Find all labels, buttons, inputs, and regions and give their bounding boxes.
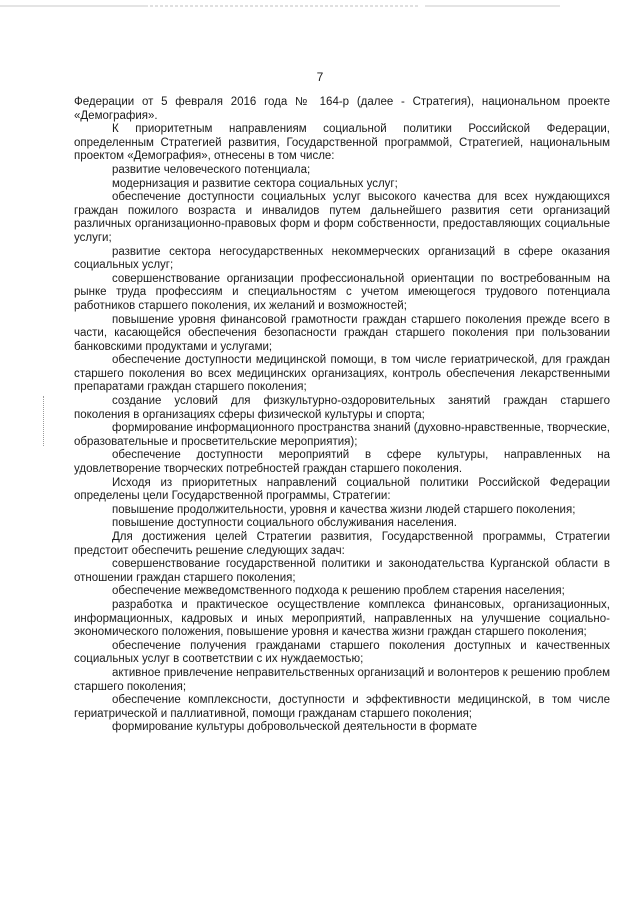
paragraph: Федерации от 5 февраля 2016 года № 164-р (далее - Стратегия), национальном проекте «Демография». — [74, 96, 610, 122]
paragraph: обеспечение доступности социальных услуг высокого качества для всех нуждающихся граждан пожилого возраста и инвалидов путем дальнейшего развития сети организаций различных организационно-правовых форм и форм собственности, предоставляющих социальные услуги; — [74, 191, 610, 244]
paragraph: совершенствование государственной политики и законодательства Курганской области в отношении граждан старшего поколения; — [74, 558, 610, 584]
paragraph: обеспечение межведомственного подхода к решению проблем старения населения; — [112, 585, 565, 598]
paragraph: создание условий для физкультурно-оздоровительных занятий граждан старшего поколения в организациях сферы физической культуры и спорта; — [74, 395, 610, 421]
paragraph: совершенствование организации профессиональной ориентации по востребованным на рынке труда профессиям и специальностям с учетом имеющегося трудового потенциала работников старшего поколения, их желаний и возможностей; — [74, 272, 610, 312]
paragraph: обеспечение доступности медицинской помощи, в том числе гериатрической, для граждан старшего поколения во всех медицинских организациях, контроль обеспечения лекарственными препаратами граждан старшего поколения; — [74, 354, 610, 394]
paragraph: Исходя из приоритетных направлений социальной политики Российской Федерации определены цели Государственной программы, Стратегии: — [74, 476, 610, 503]
document-body — [74, 96, 610, 735]
paragraph: формирование культуры добровольческой деятельности в формате — [112, 721, 478, 734]
paragraph: формирование информационного пространства знаний (духовно-нравственные, творческие, образовательные и просветительские мероприятия); — [74, 422, 610, 448]
paragraph: обеспечение комплексности, доступности и эффективности медицинской, в том числе гериатрической и паллиативной, помощи гражданам старшего поколения; — [74, 694, 610, 720]
scan-top-border — [0, 0, 640, 12]
paragraph: повышение продолжительности, уровня и качества жизни людей старшего поколения; — [112, 503, 576, 516]
paragraph: развитие сектора негосударственных некоммерческих организаций в сфере оказания социальных услуг; — [74, 245, 610, 272]
paragraph: активное привлечение неправительственных организаций и волонтеров к решению проблем старшего поколения; — [74, 666, 611, 693]
paragraph: модернизация и развитие сектора социальных услуг; — [112, 177, 398, 190]
paragraph: повышение доступности социального обслуживания населения. — [112, 517, 457, 530]
paragraph: разработка и практическое осуществление комплекса финансовых, организационных, информационных, кадровых и иных мероприятий, направленных на улучшение социально-экономического положения, повышение уровня и качества жизни граждан старшего поколения; — [74, 598, 610, 639]
paragraph: обеспечение получения гражданами старшего поколения доступных и качественных социальных услуг в соответствии с их нуждаемостью; — [74, 639, 610, 666]
paragraph: развитие человеческого потенциала; — [112, 163, 311, 176]
paragraph: повышение уровня финансовой грамотности граждан старшего поколения прежде всего в части, касающейся обеспечения безопасности граждан старшего поколения при пользовании банковскими продуктами и услугами; — [74, 313, 610, 353]
paragraph: Для достижения целей Стратегии развития, Государственной программы, Стратегии предстоит обеспечить решение следующих задач: — [74, 531, 610, 557]
page-number: 7 — [316, 70, 324, 84]
paragraph: обеспечение доступности мероприятий в сфере культуры, направленных на удовлетворение творческих потребностей граждан старшего поколения. — [74, 449, 610, 476]
paragraph: К приоритетным направлениям социальной политики Российской Федерации, определенным Стратегией развития, Государственной программой, Стратегией, национальным проектом «Демография», отнесены в том числе: — [74, 123, 610, 163]
scan-margin-artifact — [43, 396, 52, 446]
